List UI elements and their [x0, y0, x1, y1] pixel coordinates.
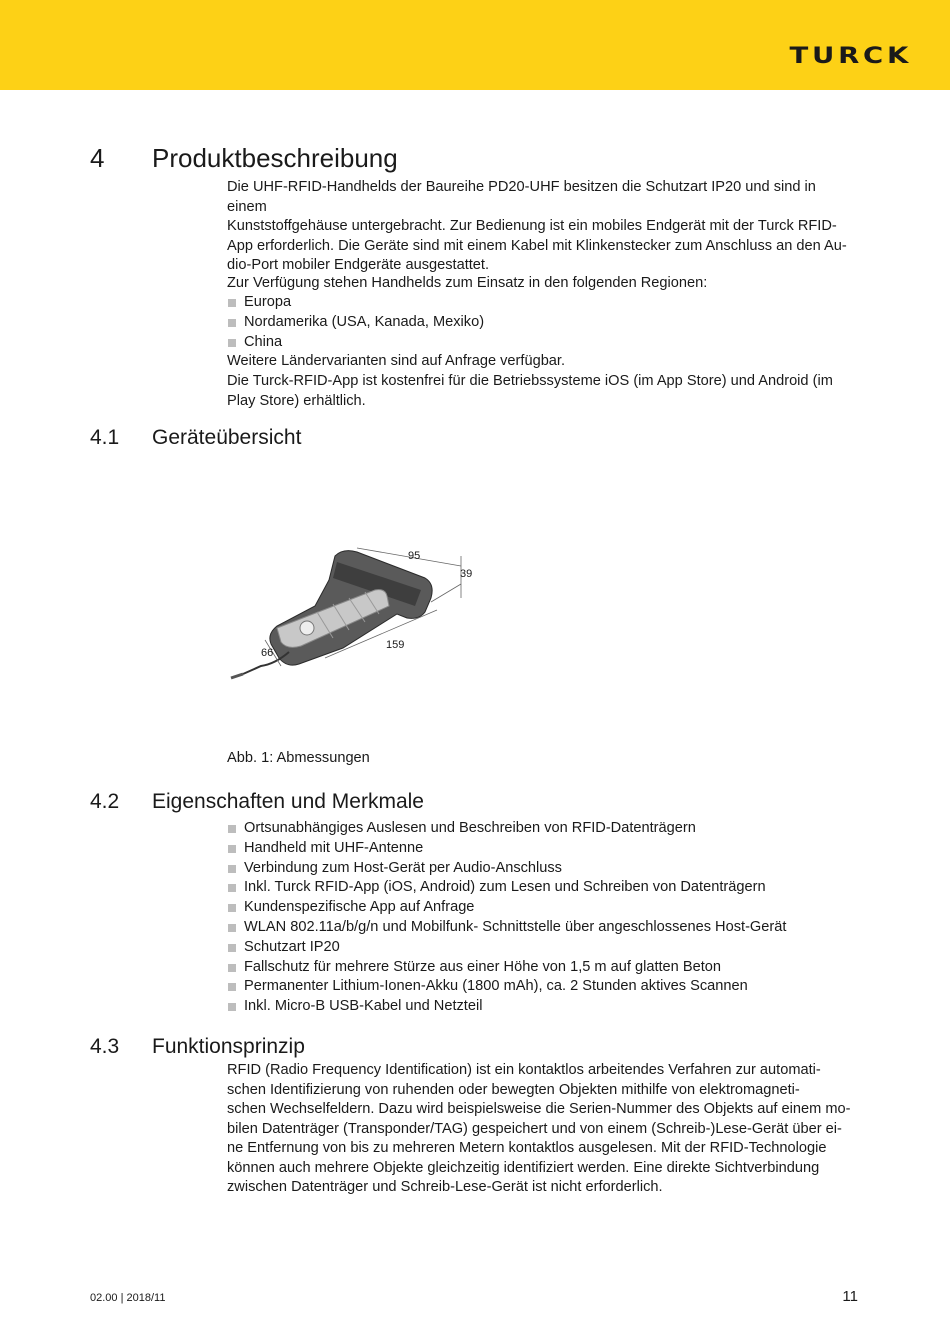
bullet-square-icon	[228, 924, 236, 932]
list-item: Permanenter Lithium-Ionen-Akku (1800 mAh), ca. 2 Stunden aktives Scannen	[227, 977, 867, 997]
page-number: 11	[842, 1288, 858, 1305]
dimension-95: 95	[408, 550, 421, 562]
section-number: 4	[90, 143, 105, 173]
list-item: China	[227, 333, 867, 353]
text-line: können auch mehrere Objekte gleichzeitig identifiziert werden. Eine direkte Sichtverbindung	[227, 1159, 820, 1176]
device-button-icon	[300, 621, 314, 635]
text-line: RFID (Radio Frequency Identification) ist ein kontaktlos arbeitendes Verfahren zur automati-	[227, 1062, 821, 1078]
bullet-square-icon	[228, 865, 236, 873]
text-line: Die Turck-RFID-App ist kostenfrei für die Betriebssysteme iOS (im App Store) und Android (im	[227, 373, 833, 389]
page-header	[0, 0, 950, 90]
dimension-39: 39	[460, 568, 473, 580]
section-number: 4.1	[90, 426, 120, 449]
bullet-square-icon	[228, 339, 236, 347]
text-line: Die UHF-RFID-Handhelds der Baureihe PD20-UHF besitzen die Schutzart IP20 und sind in einem	[227, 179, 816, 215]
list-item: Fallschutz für mehrere Stürze aus einer Höhe von 1,5 m auf glatten Beton	[227, 958, 867, 978]
section-4-3-heading	[90, 1035, 305, 1059]
section-title: Eigenschaften und Merkmale	[152, 790, 424, 813]
text-line: Kunststoffgehäuse untergebracht. Zur Bedienung ist ein mobiles Endgerät mit der Turck RFID-	[227, 218, 837, 234]
text-line: bilen Datenträger (Transponder/TAG) gespeichert und von einem (Schreib-)Lese-Gerät über ei-	[227, 1120, 842, 1137]
dimension-66: 66	[261, 647, 274, 659]
section-4-heading	[90, 143, 398, 174]
app-note	[227, 372, 859, 411]
section-number: 4.3	[90, 1035, 120, 1058]
text-line: zwischen Datenträger und Schreib-Lese-Gerät ist nicht erforderlich.	[227, 1179, 663, 1195]
section-title: Produktbeschreibung	[152, 143, 398, 173]
list-item: Inkl. Micro-B USB-Kabel und Netzteil	[227, 997, 867, 1017]
bullet-square-icon	[228, 1003, 236, 1011]
list-item: Kundenspezifische App auf Anfrage	[227, 898, 867, 918]
section-number: 4.2	[90, 790, 120, 813]
bullet-square-icon	[228, 884, 236, 892]
features-list	[227, 819, 867, 1017]
list-item: Ortsunabhängiges Auslesen und Beschreiben von RFID-Datenträgern	[227, 819, 867, 839]
bullet-square-icon	[228, 944, 236, 952]
function-paragraph	[227, 1061, 859, 1198]
list-item: WLAN 802.11a/b/g/n und Mobilfunk- Schnittstelle über angeschlossenes Host-Gerät	[227, 918, 867, 938]
text-line: ne Entfernung von bis zu mehreren Metern kontaktlos ausgelesen. Mit der RFID-Technologie	[227, 1140, 827, 1156]
list-item: Handheld mit UHF-Antenne	[227, 839, 867, 859]
list-item: Inkl. Turck RFID-App (iOS, Android) zum Lesen und Schreiben von Datenträgern	[227, 878, 867, 898]
variants-note: Weitere Ländervarianten sind auf Anfrage verfügbar.	[227, 353, 566, 369]
section-4-2-heading	[90, 790, 424, 814]
regions-list	[227, 293, 867, 352]
section-title: Geräteübersicht	[152, 426, 302, 449]
list-item: Nordamerika (USA, Kanada, Mexiko)	[227, 313, 867, 333]
section-4-1-heading	[90, 426, 301, 450]
regions-intro: Zur Verfügung stehen Handhelds zum Einsatz in den folgenden Regionen:	[227, 275, 708, 291]
text-line: schen Wechselfeldern. Dazu wird beispielsweise die Serien-Nummer des Objekts auf einem mo-	[227, 1101, 851, 1117]
bullet-square-icon	[228, 319, 236, 327]
turck-logo: TURCK	[789, 44, 912, 69]
figure-caption: Abb. 1: Abmessungen	[227, 750, 370, 766]
text-line: dio-Port mobiler Endgeräte ausgestattet.	[227, 257, 490, 273]
list-item: Verbindung zum Host-Gerät per Audio-Anschluss	[227, 859, 867, 879]
dimension-159: 159	[386, 639, 405, 651]
text-line: schen Identifizierung von ruhenden oder bewegten Objekten mithilfe von elektromagneti-	[227, 1081, 800, 1098]
list-item: Schutzart IP20	[227, 938, 867, 958]
bullet-square-icon	[228, 983, 236, 991]
footer-version: 02.00 | 2018/11	[90, 1292, 166, 1304]
bullet-square-icon	[228, 825, 236, 833]
text-line: Play Store) erhältlich.	[227, 392, 366, 409]
text-line: App erforderlich. Die Geräte sind mit einem Kabel mit Klinkenstecker zum Anschluss an den Au-	[227, 237, 847, 254]
bullet-square-icon	[228, 904, 236, 912]
intro-paragraph	[227, 178, 859, 276]
bullet-square-icon	[228, 299, 236, 307]
list-item: Europa	[227, 293, 867, 313]
bullet-square-icon	[228, 964, 236, 972]
bullet-square-icon	[228, 845, 236, 853]
device-dimension-drawing	[225, 540, 485, 700]
section-title: Funktionsprinzip	[152, 1035, 305, 1058]
